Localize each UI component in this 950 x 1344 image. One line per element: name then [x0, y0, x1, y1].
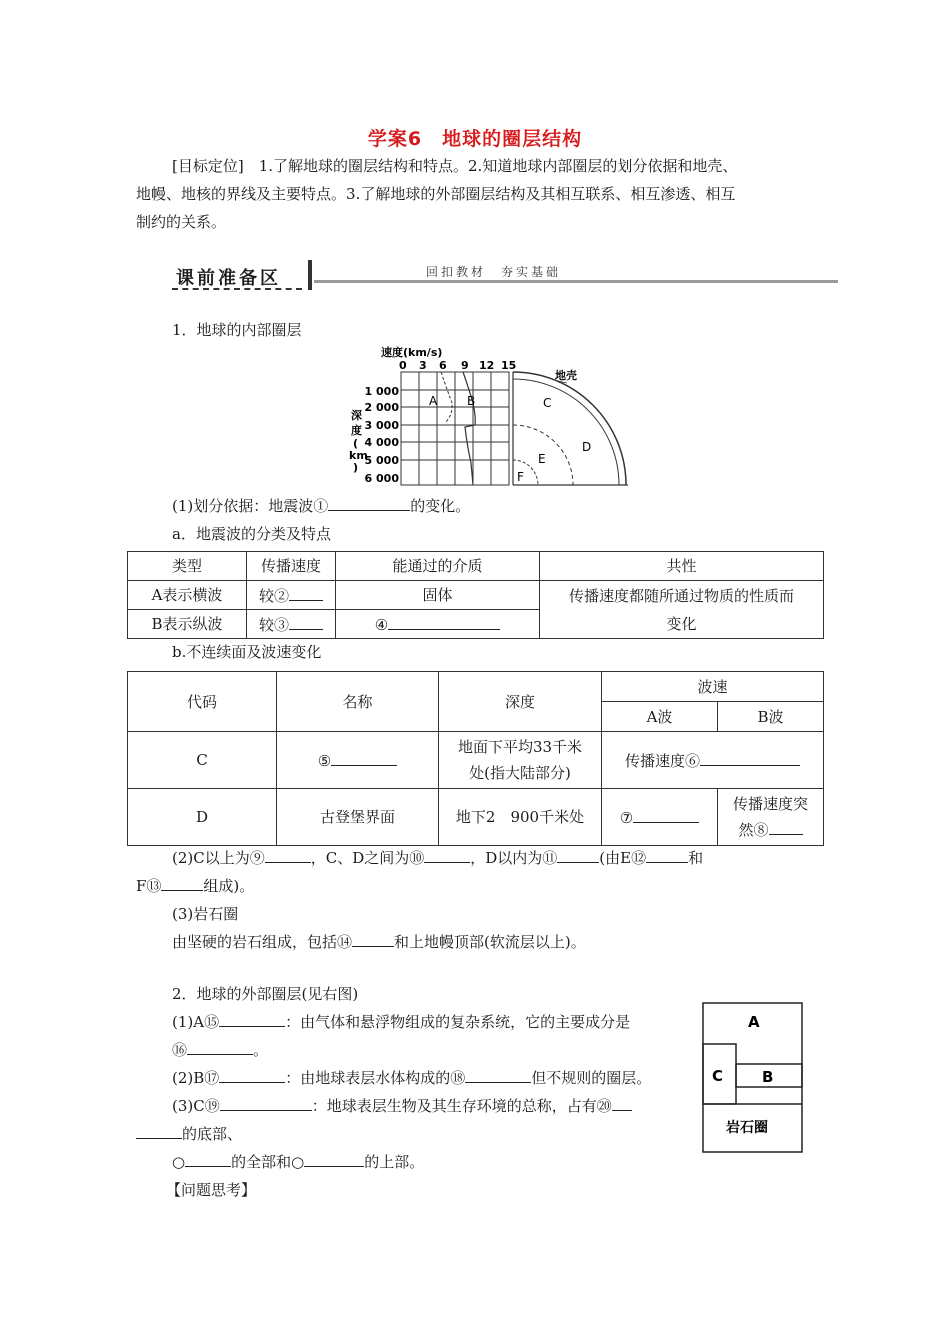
blank-9[interactable] — [265, 846, 311, 863]
row-b-type: B表示纵波 — [128, 610, 247, 639]
blank-21-marker: ○ — [172, 1153, 186, 1171]
row-c-depth: 地面下平均33千米 处(指大陆部分) — [439, 732, 602, 789]
band-rule — [314, 280, 838, 283]
blank-6[interactable] — [700, 749, 800, 766]
depth-tick: 4 000 — [364, 436, 399, 449]
blank-14[interactable] — [352, 930, 394, 947]
row-d-name: 古登堡界面 — [277, 789, 439, 846]
blank-5[interactable] — [331, 749, 397, 766]
hydrosphere-b-label: B — [762, 1068, 774, 1086]
header-type: 类型 — [128, 552, 247, 581]
depth-tick: 1 000 — [364, 385, 399, 398]
hydrosphere-line: (2)B⑰ ：由地球表层水体构成的⑱ 但不规则的圈层。 — [172, 1064, 651, 1092]
page-title: 学案6 地球的圈层结构 — [367, 128, 583, 150]
header-speed: 传播速度 — [247, 552, 336, 581]
band-divider — [308, 260, 312, 290]
blank-21[interactable] — [185, 1150, 231, 1167]
blank-8[interactable] — [769, 818, 803, 835]
atmosphere-a-label: A — [748, 1013, 760, 1031]
row-c-name: ⑤ — [277, 732, 439, 789]
blank-22[interactable] — [304, 1150, 364, 1167]
atmosphere-line: (1)A⑮ ：由气体和悬浮物组成的复杂系统，它的主要成分是 — [172, 1008, 630, 1036]
speed-tick: 3 — [419, 359, 427, 372]
speed-ticks — [399, 359, 516, 372]
objective-line-1: [目标定位] 1.了解地球的圈层结构和特点。2.知道地球内部圈层的划分依据和地壳、 — [172, 157, 738, 175]
objective-line-3: 制约的关系。 — [136, 213, 227, 231]
speed-tick: 15 — [501, 359, 517, 372]
svg-text:): ) — [353, 461, 359, 474]
wave-a-label: A — [429, 394, 438, 408]
svg-text:度: 度 — [351, 424, 362, 437]
blank-3[interactable] — [289, 613, 323, 630]
lithosphere-text: 由坚硬的岩石组成，包括⑭ 和上地幔顶部(软流层以上)。 — [172, 928, 586, 956]
row-d-b: 传播速度突 然⑧ — [718, 789, 824, 846]
section-band — [172, 258, 838, 294]
blank-11[interactable] — [557, 846, 599, 863]
header-common: 共性 — [540, 552, 824, 581]
seismic-wave-figure — [345, 345, 635, 490]
speed-tick: 6 — [439, 359, 447, 372]
crust-label: 地壳 — [555, 369, 577, 382]
subheading-a: a．地震波的分类及特点 — [172, 525, 331, 543]
blank-4[interactable] — [388, 613, 500, 630]
blank-20-cont[interactable] — [136, 1122, 182, 1139]
svg-text:km: km — [349, 449, 368, 462]
subheading-b: b.不连续面及波速变化 — [172, 643, 322, 661]
discontinuity-table — [127, 671, 824, 846]
row-a-medium: 固体 — [336, 581, 540, 610]
depth-tick: 3 000 — [364, 419, 399, 432]
row-b-speed: 较③ — [247, 610, 336, 639]
row-d-depth: 地下2 900千米处 — [439, 789, 602, 846]
speed-tick: 9 — [461, 359, 469, 372]
lithosphere-label: 岩石圈 — [726, 1120, 768, 1136]
outer-sphere-diagram — [702, 1002, 804, 1154]
section-2-heading: 2．地球的外部圈层(见右图) — [172, 985, 359, 1003]
band-underline-dashed — [172, 288, 302, 290]
header-name: 名称 — [277, 672, 439, 732]
blank-10[interactable] — [424, 846, 470, 863]
row-d-a: ⑦ — [602, 789, 718, 846]
depth-ticks — [365, 385, 400, 485]
lithosphere-heading: (3)岩石圈 — [172, 905, 239, 923]
depth-tick: 2 000 — [364, 401, 399, 414]
depth-tick: 6 000 — [364, 472, 399, 485]
band-subtitle: 回扣教材 夯实基础 — [426, 265, 562, 279]
biosphere-c-label: C — [712, 1067, 724, 1085]
blank-22-marker: ○ — [291, 1153, 305, 1171]
wave-type-table — [127, 551, 824, 639]
blank-12[interactable] — [646, 846, 688, 863]
layer-f-label: F — [517, 470, 524, 484]
layer-e-label: E — [538, 452, 546, 466]
chart-grid — [401, 372, 509, 485]
svg-text:(: ( — [353, 437, 359, 450]
wave-a-curve — [441, 372, 452, 423]
blank-2[interactable] — [289, 584, 323, 601]
wave-b-label: B — [467, 394, 476, 408]
layers-paragraph-line-2: F⑬ 组成)。 — [136, 872, 254, 900]
biosphere-line-2: 的底部、 — [136, 1120, 242, 1148]
speed-axis-title: 速度(km/s) — [381, 346, 443, 359]
blank-16[interactable] — [187, 1038, 253, 1055]
division-basis: (1)划分依据：地震波① 的变化。 — [172, 492, 470, 520]
row-c-speed: 传播速度⑥ — [602, 732, 824, 789]
earth-quadrant — [513, 372, 628, 485]
blank-1[interactable] — [328, 494, 410, 511]
atmosphere-line-2: ⑯ 。 — [172, 1036, 268, 1064]
layers-paragraph-line-1: (2)C以上为⑨ ，C、D之间为⑩ ，D以内为⑪ (由E⑫ 和 — [172, 844, 703, 872]
boundary-d-label: D — [582, 440, 592, 454]
row-b-medium: ④ — [336, 610, 540, 639]
question-heading: 【问题思考】 — [166, 1181, 257, 1199]
row-d-code: D — [128, 789, 277, 846]
blank-18[interactable] — [465, 1066, 531, 1083]
blank-7[interactable] — [633, 806, 699, 823]
row-a-type: A表示横波 — [128, 581, 247, 610]
blank-20[interactable] — [612, 1094, 632, 1111]
blank-15[interactable] — [219, 1010, 285, 1027]
blank-17[interactable] — [219, 1066, 285, 1083]
speed-tick: 0 — [399, 359, 407, 372]
header-medium: 能通过的介质 — [336, 552, 540, 581]
speed-tick: 12 — [479, 359, 495, 372]
section-1-heading: 1．地球的内部圈层 — [172, 321, 302, 339]
objective-line-2: 地幔、地核的界线及主要特点。3.了解地球的外部圈层结构及其相互联系、相互渗透、相互 — [136, 185, 736, 203]
common-cell: 传播速度都随所通过物质的性质而 变化 — [540, 581, 824, 639]
biosphere-line: (3)C⑲ ：地球表层生物及其生存环境的总称，占有⑳ — [172, 1092, 632, 1120]
blank-13[interactable] — [161, 874, 203, 891]
header-wavespeed: 波速 — [602, 672, 824, 702]
band-label: 课前准备区 — [176, 268, 281, 289]
biosphere-line-3: ○ 的全部和○ 的上部。 — [172, 1148, 424, 1176]
depth-tick: 5 000 — [364, 454, 399, 467]
row-c-code: C — [128, 732, 277, 789]
header-depth: 深度 — [439, 672, 602, 732]
boundary-c-label: C — [543, 396, 552, 410]
svg-text:深: 深 — [351, 409, 362, 422]
row-a-speed: 较② — [247, 581, 336, 610]
blank-19[interactable] — [220, 1094, 312, 1111]
header-a-wave: A波 — [602, 702, 718, 732]
header-code: 代码 — [128, 672, 277, 732]
header-b-wave: B波 — [718, 702, 824, 732]
